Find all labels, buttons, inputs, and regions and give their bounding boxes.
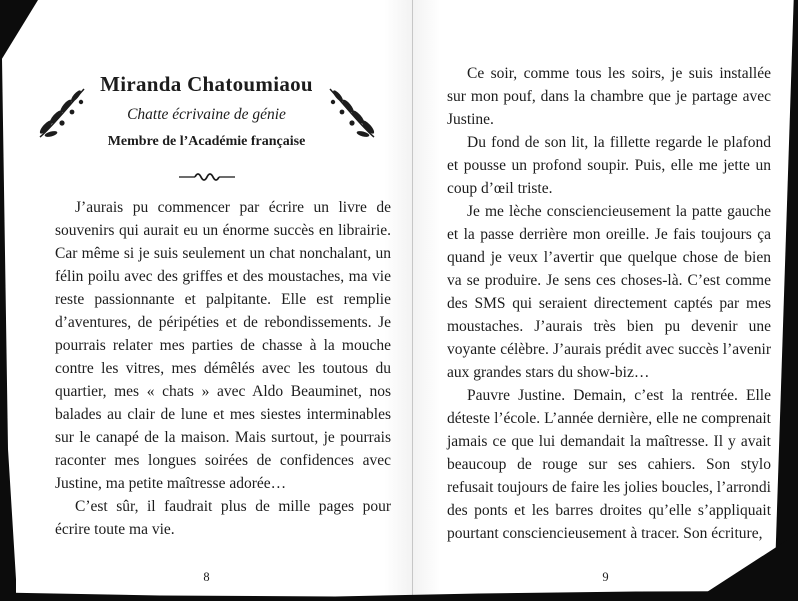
page-number-left: 8 <box>203 570 210 584</box>
right-page-body <box>447 62 771 545</box>
chapter-heading <box>0 72 413 150</box>
page-number-right: 9 <box>602 570 609 584</box>
paragraph: J’aurais pu commencer par écrire un livre de souvenirs qui aurait eu un énorme succès en librairie. Car même si je suis seulement un chat nonchalant, un félin poilu avec des griffes et des moustaches, ma vie reste passionnante et palpitante. Elle est remplie d’aventures, de péripéties et de rebondissements. Je pourrais relater mes parties de chasse à la mouche contre les vitres, mes démêlés avec les toutous du quartier, mes « chats » avec Aldo Beauminet, nos balades au clair de lune et mes siestes interminables sur le canapé de la maison. Mais surtout, je pourrais raconter mes longues soirées de confidences avec Justine, ma petite maîtresse adorée… <box>55 199 391 492</box>
page-title: Miranda Chatoumiaou <box>100 72 313 96</box>
book-gutter-line <box>412 0 413 601</box>
paragraph: Pauvre Justine. Demain, c’est la rentrée. Elle déteste l’école. L’année dernière, elle ne comprenait jamais ce que lui demandait la maîtresse. Il y avait beaucoup de rouge sur ses cahiers. Son stylo refusait toujours de faire les jolies boucles, l’arrondi des ponts et les barres droites qu’elle s’appliquait pourtant consciencieusement à tracer. Son écriture, <box>447 387 771 542</box>
laurel-branch-right-icon <box>327 82 377 140</box>
paragraph: Ce soir, comme tous les soirs, je suis installée sur mon pouf, dans la chambre que je partage avec Justine. <box>447 65 771 128</box>
paragraph: Je me lèche consciencieusement la patte gauche et la passe derrière mon oreille. Je fais toujours ça quand je veux l’avertir que quelque chose de bien va se produire. Je sens ces choses-là. C’est comme des SMS qui seraient directement captés par mes moustaches. J’aurais très bien pu devenir une voyante célèbre. J’aurais prédit avec succès l’avenir aux grandes stars du show-biz… <box>447 203 771 381</box>
paragraph: Du fond de son lit, la fillette regarde le plafond et pousse un profond soupir. Puis, elle me jette un coup d’œil triste. <box>447 134 771 197</box>
page-affiliation: Membre de l’Académie française <box>107 134 306 149</box>
paragraph: C’est sûr, il faudrait plus de mille pages pour écrire toute ma vie. <box>55 498 391 538</box>
heading-text-block <box>95 72 319 150</box>
page-subtitle: Chatte écrivaine de génie <box>127 106 286 123</box>
left-page-body <box>55 196 391 541</box>
book-page-right <box>413 0 798 601</box>
squiggle-divider-icon <box>0 170 413 184</box>
laurel-branch-left-icon <box>37 82 87 140</box>
